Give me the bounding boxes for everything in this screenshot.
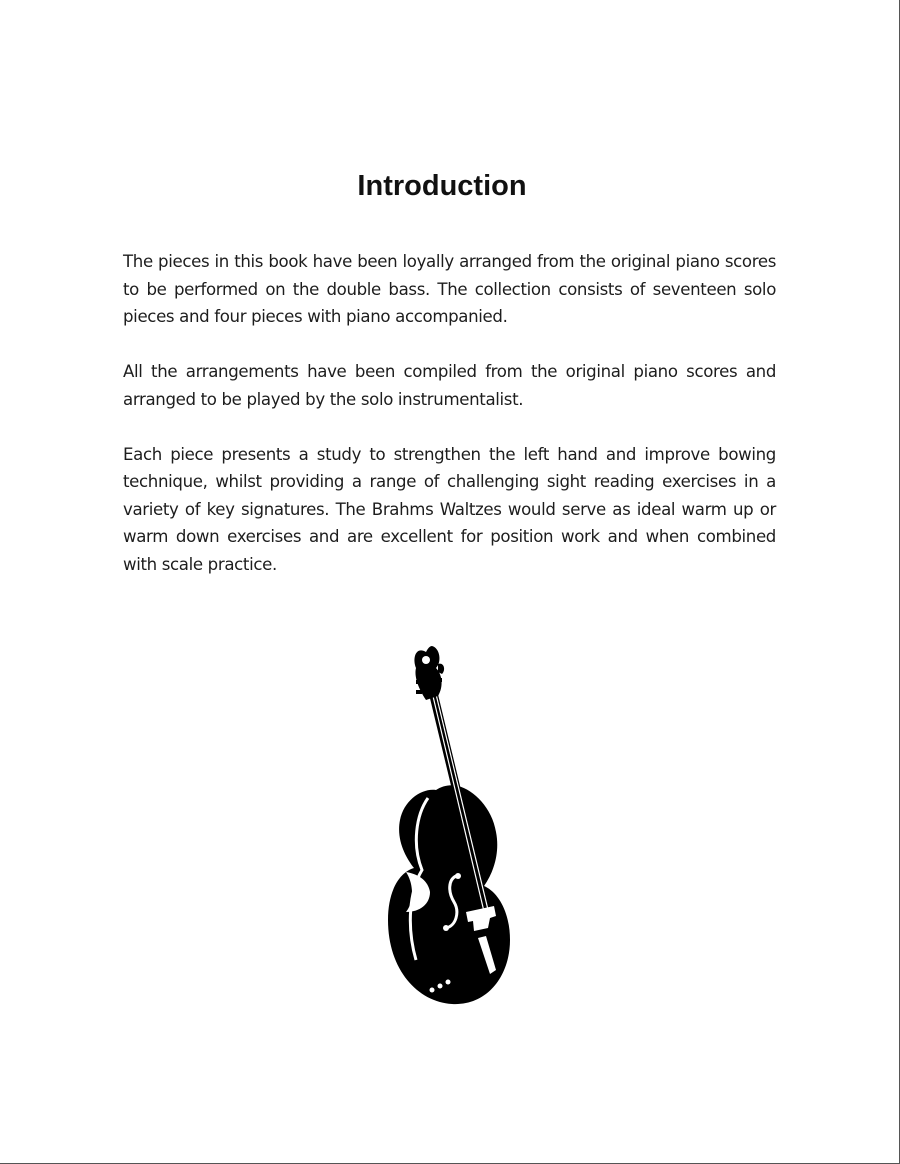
- page-title: Introduction: [357, 170, 527, 202]
- paragraph-3: Each piece presents a study to strengthen the left hand and improve bowing technique, whilst providing a range of challenging sight reading exercises in a variety of key signatures. The Brahms Waltzes would serve as ideal warm up or warm down exercises and are excellent for position work and when combined with scale practice.: [123, 444, 776, 574]
- paragraph-1: The pieces in this book have been loyally arranged from the original piano scores to be performed on the double bass. The collection consists of seventeen solo pieces and four pieces with piano accompanied.: [123, 252, 776, 326]
- paragraph-2: All the arrangements have been compiled from the original piano scores and arranged to be played by the solo instrumentalist.: [123, 362, 776, 409]
- double-bass-icon: [370, 640, 530, 1010]
- body-text: [123, 248, 776, 606]
